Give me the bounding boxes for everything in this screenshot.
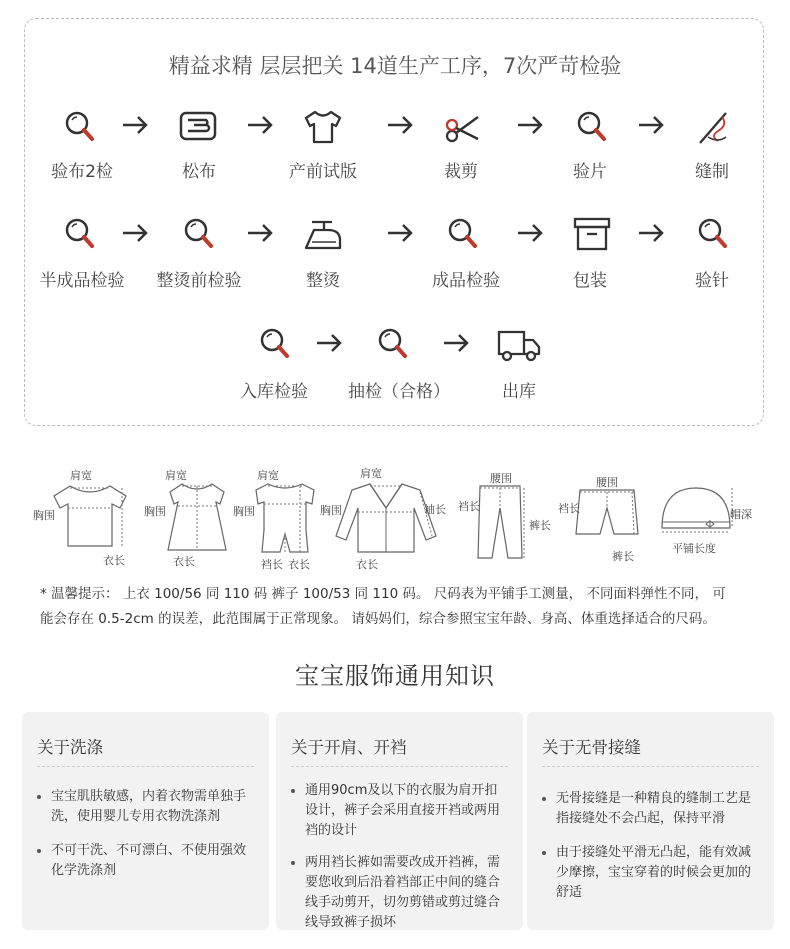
arrow-right-icon: [636, 221, 666, 245]
waist-label: 腰围: [596, 476, 618, 489]
magnifier-icon: [250, 320, 300, 370]
length-label: 裤长: [612, 550, 634, 563]
step-label: 缝制: [695, 162, 729, 182]
chest-label: 胸围: [320, 504, 342, 517]
arrow-right-icon: [120, 221, 150, 245]
arrow-right-icon: [441, 331, 471, 355]
step-label: 包装: [573, 271, 607, 291]
chest-label: 胸围: [33, 509, 55, 522]
shoulder-label: 肩宽: [165, 469, 187, 482]
step-label: 抽检（合格）: [348, 382, 450, 402]
magnifier-icon: [55, 210, 105, 260]
card-title: 关于洗涤: [37, 712, 254, 767]
flat-length-label: 平铺长度: [672, 542, 716, 555]
pants-measure-diagram: [470, 480, 530, 562]
card-washing: [22, 712, 269, 930]
step-label: 入库检验: [240, 382, 308, 402]
magnifier-icon: [368, 320, 418, 370]
step-label: 产前试版: [289, 162, 357, 182]
card-title: 关于开肩、开裆: [291, 712, 508, 767]
card-seamless: [527, 712, 774, 930]
arrow-right-icon: [385, 221, 415, 245]
crotch-label: 裆长: [558, 502, 580, 515]
card-opening: [276, 712, 523, 930]
iron-icon: [298, 210, 348, 260]
step-label: 裁剪: [444, 162, 478, 182]
truck-icon: [494, 320, 544, 370]
list-item: 两用裆长裤如需要改成开裆裤，需要您收到后沿着裆部正中间的缝合线手动剪开，切勿剪错或剪过缝合线导致裤子损坏: [291, 853, 508, 933]
arrow-right-icon: [515, 221, 545, 245]
shoulder-label: 肩宽: [257, 469, 279, 482]
hat-measure-diagram: [658, 484, 734, 538]
size-tips: [40, 582, 770, 632]
length-label: 衣长: [103, 554, 125, 567]
tips-line: 能会存在 0.5-2cm 的误差，此范围属于正常现象。 请妈妈们，综合参照宝宝年龄、身高、体重选择适合的尺码。: [40, 611, 716, 627]
arrow-right-icon: [245, 113, 275, 137]
shoulder-label: 肩宽: [360, 467, 382, 480]
step-label: 出库: [502, 382, 536, 402]
magnifier-icon: [567, 103, 617, 153]
jacket-measure-diagram: [332, 478, 440, 558]
step-label: 松布: [182, 162, 216, 182]
list-item: 通用90cm及以下的衣服为肩开扣设计，裤子会采用直接开裆或两用裆的设计: [291, 781, 508, 841]
arrow-right-icon: [636, 113, 666, 137]
arrow-right-icon: [385, 113, 415, 137]
step-label: 成品检验: [432, 271, 500, 291]
length-label: 衣长: [288, 558, 310, 571]
step-label: 验布2检: [51, 162, 113, 182]
fabric-roll-icon: [174, 103, 224, 153]
step-label: 验片: [573, 162, 607, 182]
tips-line: * 温馨提示： 上衣 100/56 同 110 码 裤子 100/53 同 110 码。 尺码表为平铺手工测量， 不同面料弹性不同， 可: [40, 586, 726, 602]
arrow-right-icon: [515, 113, 545, 137]
length-label: 衣长: [356, 558, 378, 571]
crotch-label: 裆长: [261, 558, 283, 571]
step-label: 整烫前检验: [156, 271, 242, 291]
list-item: 无骨接缝是一种精良的缝制工艺是指接缝处不会凸起，保持平滑: [542, 789, 759, 829]
shoulder-label: 肩宽: [70, 469, 92, 482]
magnifier-icon: [174, 210, 224, 260]
magnifier-icon: [55, 103, 105, 153]
length-label: 裤长: [529, 519, 551, 532]
list-item: 不可干洗、不可漂白、不使用强效化学洗涤剂: [37, 841, 254, 881]
dress-measure-diagram: [162, 480, 232, 560]
crotch-label: 裆长: [458, 500, 480, 513]
arrow-right-icon: [314, 331, 344, 355]
list-item: 由于接缝处平滑无凸起，能有效减少摩擦，宝宝穿着的时候会更加的舒适: [542, 843, 759, 903]
step-label: 半成品检验: [39, 271, 125, 291]
chest-label: 胸围: [144, 505, 166, 518]
tshirt-measure-diagram: [50, 480, 140, 560]
section-title: 宝宝服饰通用知识: [295, 662, 495, 690]
magnifier-icon: [688, 210, 738, 260]
process-title: 精益求精 层层把关 14道生产工序，7次严苛检验: [168, 54, 622, 78]
magnifier-icon: [438, 210, 488, 260]
arrow-right-icon: [245, 221, 275, 245]
length-label: 衣长: [173, 555, 195, 568]
sleeve-label: 袖长: [424, 503, 446, 516]
romper-measure-diagram: [250, 480, 320, 558]
scissors-icon: [438, 103, 488, 153]
step-label: 整烫: [306, 271, 340, 291]
chest-label: 胸围: [233, 505, 255, 518]
box-icon: [567, 210, 617, 260]
shorts-measure-diagram: [574, 486, 640, 546]
depth-label: 帽深: [730, 508, 752, 521]
arrow-right-icon: [120, 113, 150, 137]
card-title: 关于无骨接缝: [542, 712, 759, 767]
step-label: 验针: [695, 271, 729, 291]
waist-label: 腰围: [490, 472, 512, 485]
tshirt-icon: [298, 103, 348, 153]
needle-thread-icon: [688, 103, 738, 153]
list-item: 宝宝肌肤敏感，内着衣物需单独手洗，使用婴儿专用衣物洗涤剂: [37, 787, 254, 827]
